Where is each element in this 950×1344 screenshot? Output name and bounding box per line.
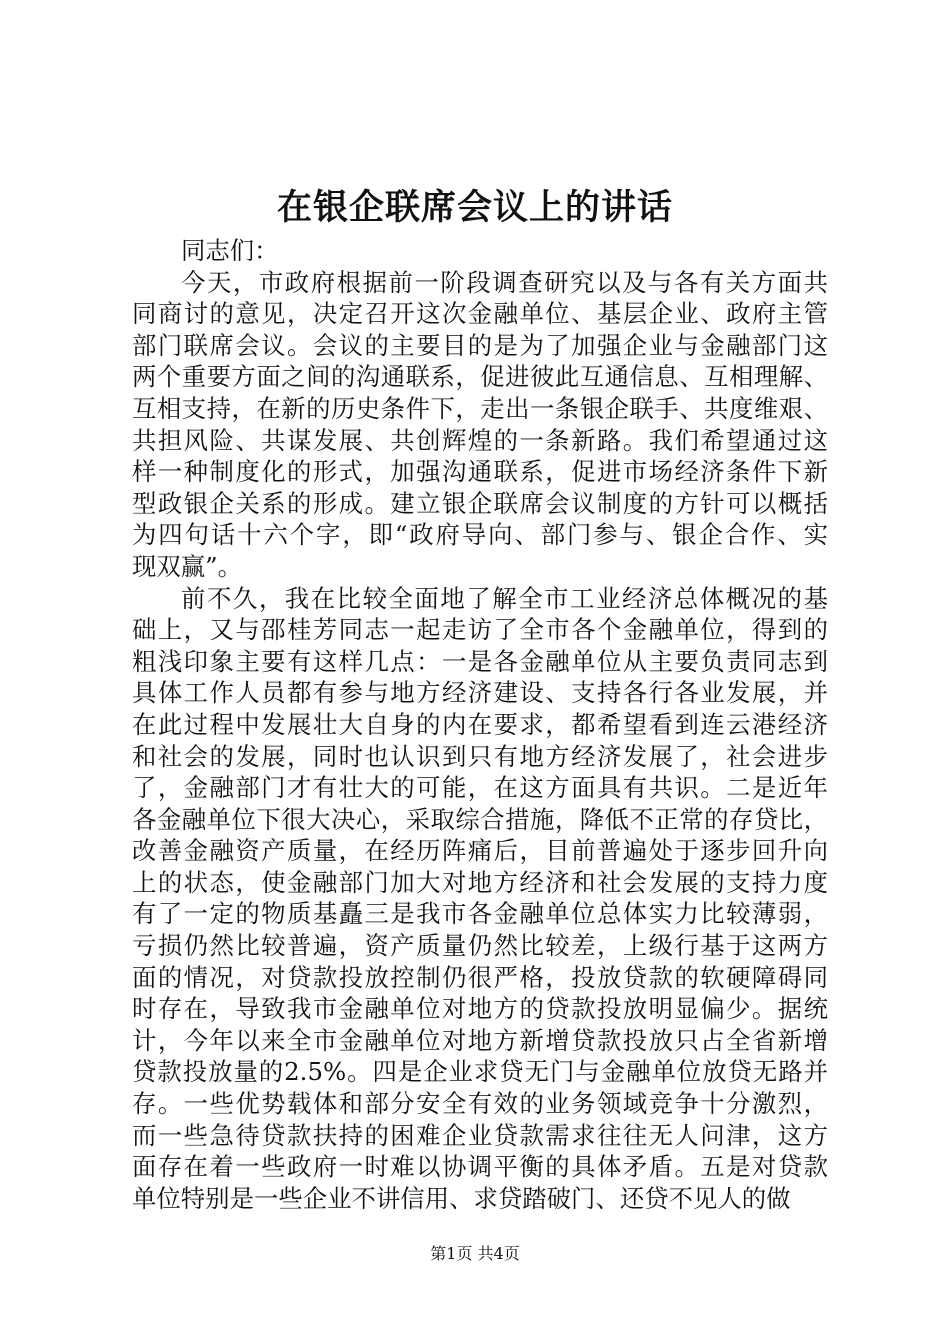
text-line: 前不久，我在比较全面地了解全市工业经济总体概况的基 — [181, 583, 828, 613]
text-line: 时存在，导致我市金融单位对地方的贷款投放明显偏少。据统 — [132, 994, 828, 1024]
text-line: 互相支持，在新的历史条件下，走出一条银企联手、共度维艰、 — [132, 393, 828, 423]
page-footer: 第1页 共4页 — [430, 1244, 520, 1263]
text-line: 有了一定的物质基矗三是我市各金融单位总体实力比较薄弱， — [132, 899, 828, 929]
text-line: 两个重要方面之间的沟通联系，促进彼此互通信息、互相理解、 — [132, 362, 828, 392]
text-line: 部门联席会议。会议的主要目的是为了加强企业与金融部门这 — [132, 330, 828, 360]
text-line: 存。一些优势载体和部分安全有效的业务领域竞争十分激烈， — [132, 1089, 828, 1119]
text-line: 和社会的发展，同时也认识到只有地方经济发展了，社会进步 — [132, 741, 828, 771]
paragraph — [132, 583, 828, 1215]
text-line: 各金融单位下很大决心，采取综合措施，降低不正常的存贷比， — [132, 804, 828, 834]
text-line: 具体工作人员都有参与地方经济建设、支持各行各业发展，并 — [132, 678, 828, 708]
salutation: 同志们： — [181, 236, 279, 265]
text-line: 粗浅印象主要有这样几点：一是各金融单位从主要负责同志到 — [132, 646, 828, 676]
document-title: 在银企联席会议上的讲话 — [276, 187, 673, 228]
text-line: 计，今年以来全市金融单位对地方新增贷款投放只占全省新增 — [132, 1025, 828, 1055]
text-line: 亏损仍然比较普遍，资产质量仍然比较差，上级行基于这两方 — [132, 931, 828, 961]
text-line: 而一些急待贷款扶持的困难企业贷款需求往往无人问津，这方 — [132, 1120, 828, 1150]
document-body — [132, 235, 828, 1214]
text-line: 上的状态，使金融部门加大对地方经济和社会发展的支持力度 — [132, 867, 828, 897]
text-line: 面存在着一些政府一时难以协调平衡的具体矛盾。五是对贷款 — [132, 1152, 828, 1182]
paragraphs — [132, 267, 828, 1215]
text-line: 础上，又与邵桂芳同志一起走访了全市各个金融单位，得到的 — [132, 615, 828, 645]
text-line: 共担风险、共谋发展、共创辉煌的一条新路。我们希望通过这 — [132, 425, 828, 455]
paragraph — [132, 267, 828, 583]
text-line: 单位特别是一些企业不讲信用、求贷踏破门、还贷不见人的做 — [132, 1183, 791, 1213]
text-line: 改善金融资产质量，在经历阵痛后，目前普遍处于逐步回升向 — [132, 836, 828, 866]
text-line: 在此过程中发展壮大自身的内在要求，都希望看到连云港经济 — [132, 709, 828, 739]
text-line: 型政银企关系的形成。建立银企联席会议制度的方针可以概括 — [132, 488, 828, 518]
text-line: 样一种制度化的形式，加强沟通联系，促进市场经济条件下新 — [132, 457, 828, 487]
text-line: 为四句话十六个字，即“政府导向、部门参与、银企合作、实 — [132, 520, 828, 550]
text-line: 了，金融部门才有壮大的可能，在这方面具有共识。二是近年 — [132, 773, 828, 803]
text-line: 面的情况，对贷款投放控制仍很严格，投放贷款的软硬障碍同 — [132, 962, 828, 992]
text-line: 现双赢”。 — [132, 551, 243, 581]
text-line: 同商讨的意见，决定召开这次金融单位、基层企业、政府主管 — [132, 299, 828, 329]
text-line: 今天，市政府根据前一阶段调查研究以及与各有关方面共 — [181, 267, 828, 297]
text-line: 贷款投放量的2.5%。四是企业求贷无门与金融单位放贷无路并 — [132, 1057, 828, 1087]
